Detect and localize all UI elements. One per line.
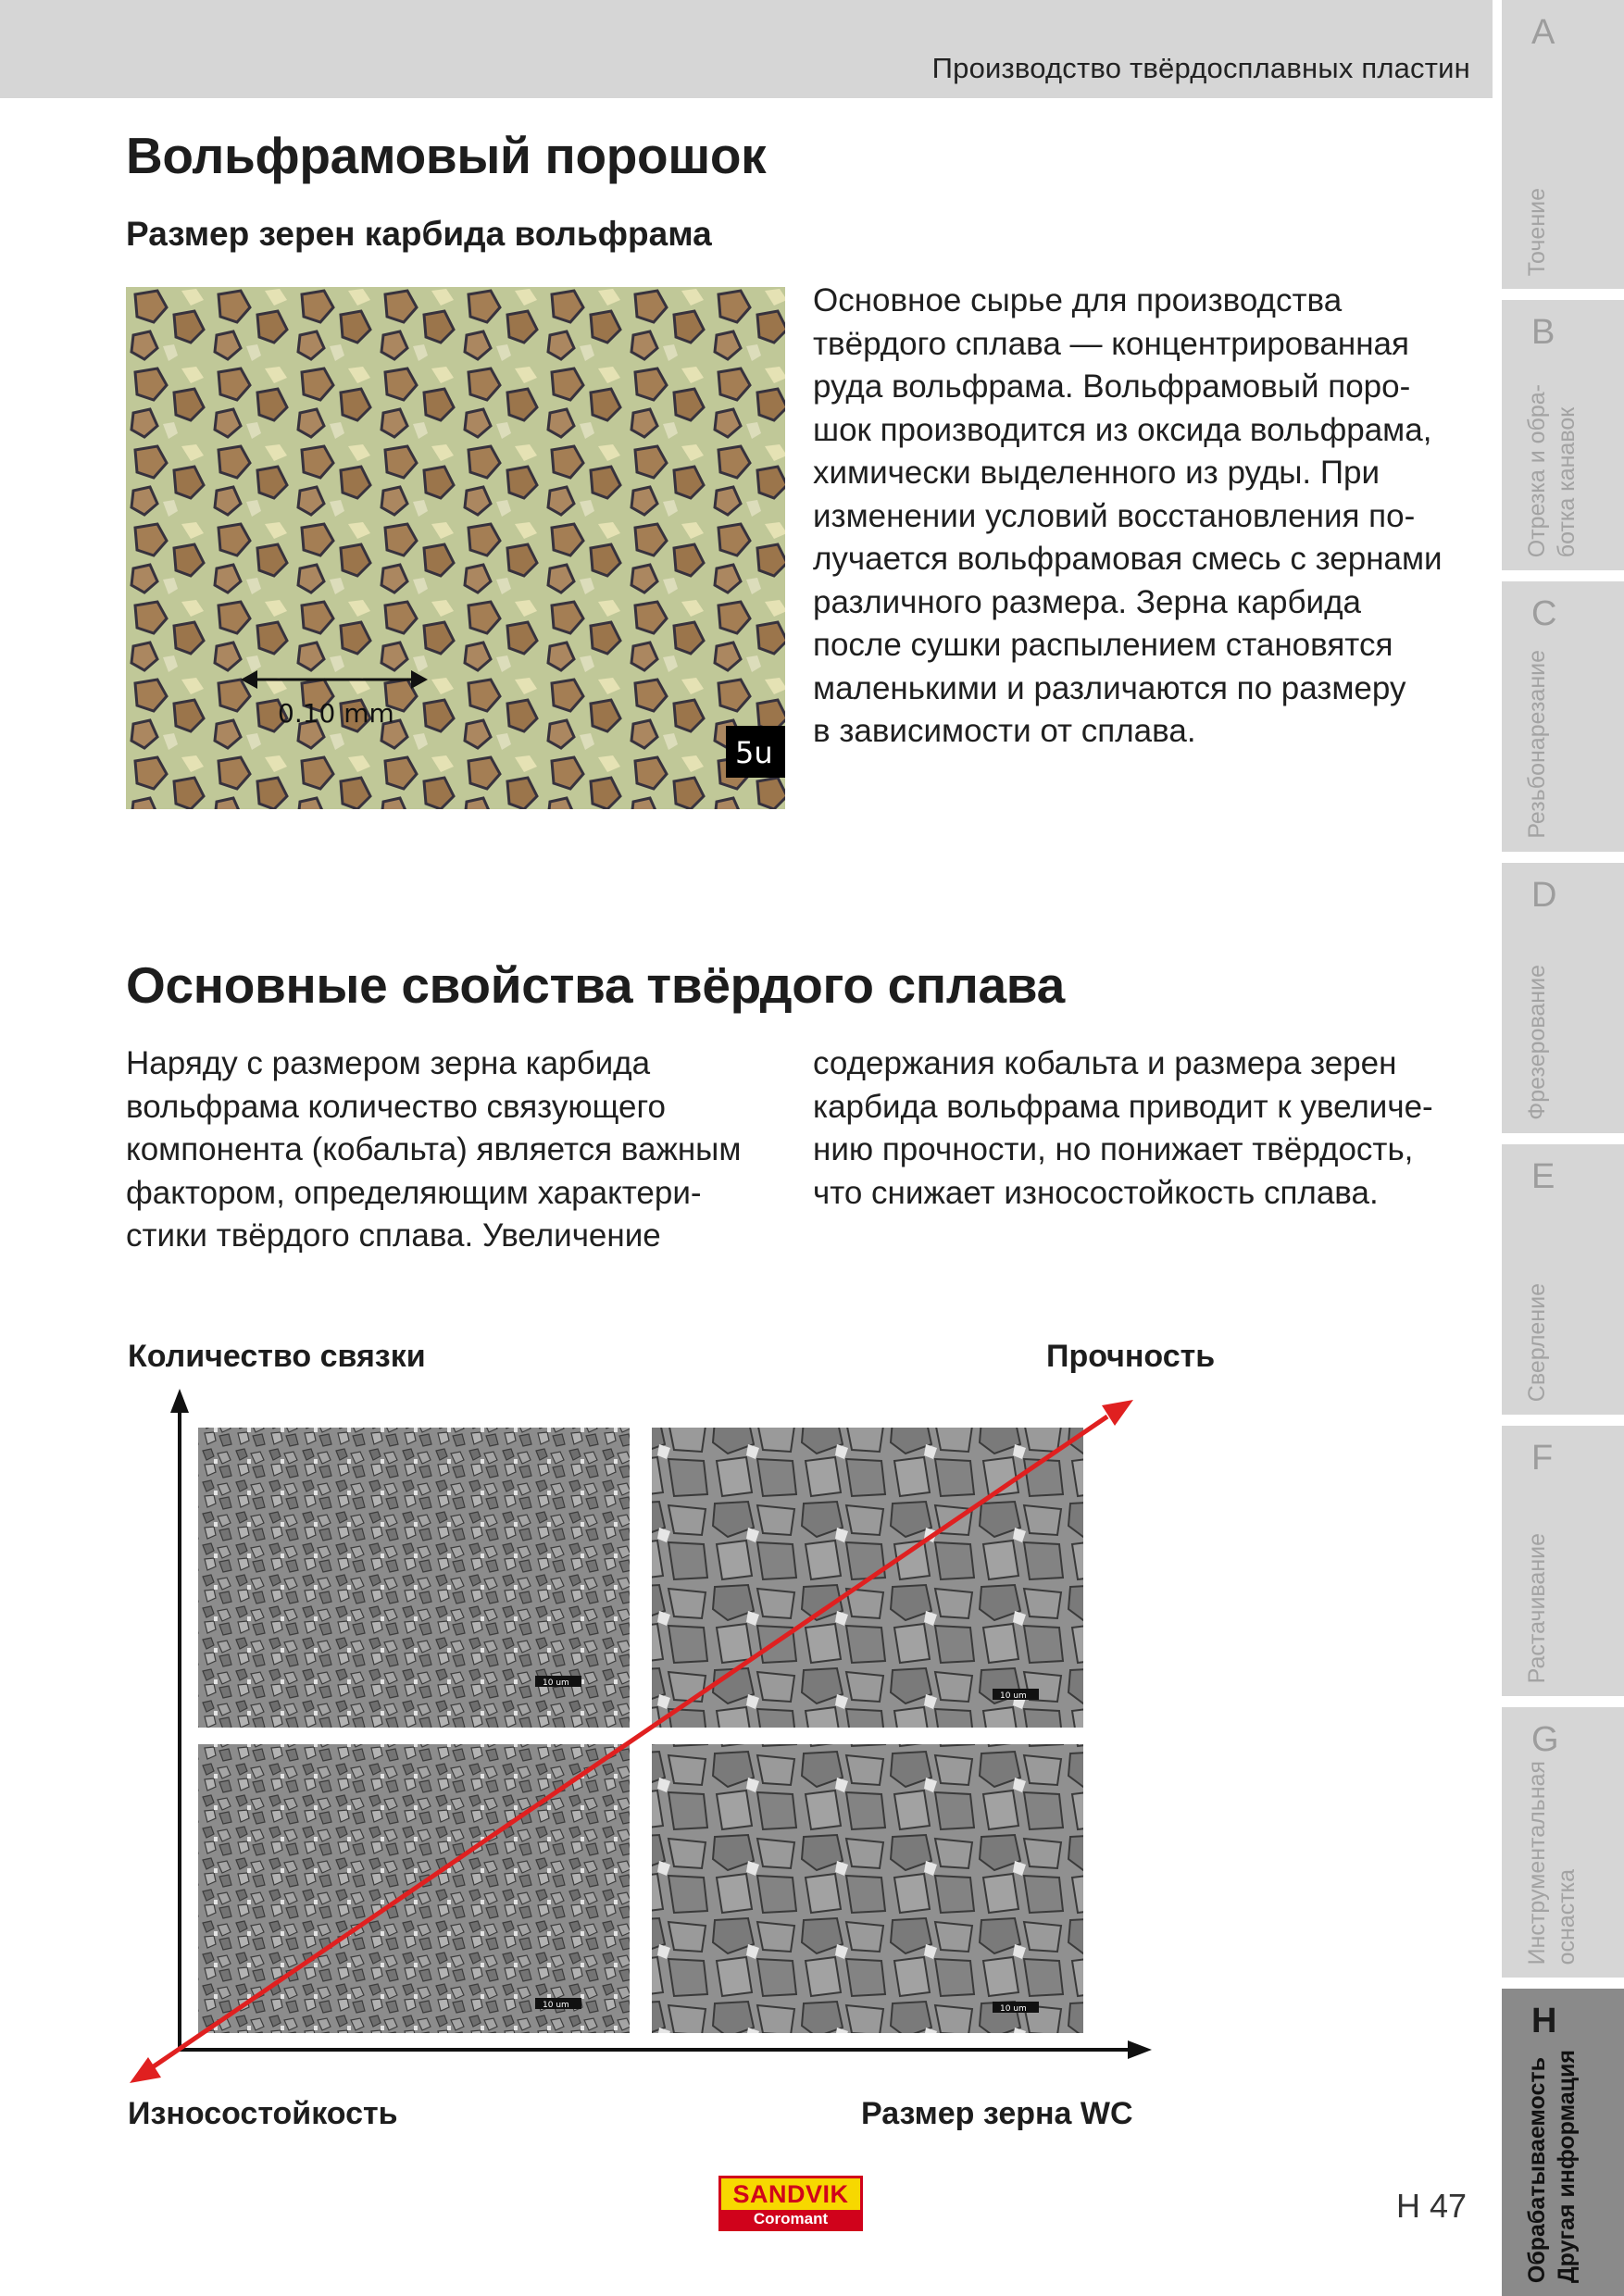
sandvik-coromant-logo: SANDVIK Coromant <box>718 2176 863 2231</box>
tab-label: Точение <box>1524 187 1550 276</box>
wear-resistance-label: Износостойкость <box>128 2096 398 2131</box>
sidebar-tab-b[interactable] <box>1502 300 1624 570</box>
paragraph-line: после сушки распылением становятся <box>813 627 1393 663</box>
y-axis-label: Количество связки <box>128 1339 426 1374</box>
tab-label: Инструментальная оснастка <box>1524 1760 1580 1965</box>
paragraph-line: фактором, определяющим характери- <box>126 1174 702 1211</box>
sidebar-tab-a[interactable] <box>1502 0 1624 289</box>
paragraph-line: твёрдого сплава — концентрированная <box>813 325 1409 362</box>
header-title: Производство твёрдосплавных пластин <box>931 52 1470 84</box>
paragraph-line: компонента (кобальта) является важным <box>126 1131 742 1167</box>
section-sidebar <box>1502 0 1624 2296</box>
sidebar-tab-c[interactable] <box>1502 581 1624 852</box>
section-title-properties: Основные свойства твёрдого сплава <box>126 956 1065 1014</box>
tab-letter: G <box>1531 1720 1559 1759</box>
page-number: H 47 <box>1396 2187 1468 2225</box>
tab-letter: E <box>1531 1157 1555 1196</box>
paragraph-line: шок производится из оксида вольфрама, <box>813 411 1432 448</box>
tab-letter: A <box>1531 13 1555 52</box>
tab-label: Растачивание <box>1524 1532 1550 1683</box>
paragraph-line: в зависимости от сплава. <box>813 713 1196 749</box>
tab-letter: B <box>1531 313 1555 352</box>
tab-label: Резьбонарезание <box>1524 650 1550 839</box>
x-axis-label: Размер зерна WC <box>861 2096 1133 2131</box>
micrograph-fine-high-binder <box>198 1428 630 1728</box>
sidebar-tab-h[interactable] <box>1502 1989 1624 2296</box>
paragraph-line: Основное сырье для производства <box>813 282 1343 318</box>
sidebar-tab-f[interactable] <box>1502 1426 1624 1696</box>
panel-scale-label: 10 um <box>1000 1691 1027 1701</box>
paragraph-line: руда вольфрама. Вольфрамовый поро- <box>813 368 1411 405</box>
micrograph-scalebar-label: 5u <box>735 735 773 770</box>
paragraph-line: карбида вольфрама приводит к увеличе- <box>813 1088 1433 1125</box>
paragraph-line: стики твёрдого сплава. Увеличение <box>126 1217 661 1254</box>
sidebar-tab-g[interactable] <box>1502 1707 1624 1978</box>
paragraph-line: что снижает износостойкость сплава. <box>813 1174 1379 1211</box>
paragraph-line: химически выделенного из руды. При <box>813 455 1380 491</box>
paragraph-line: содержания кобальта и размера зерен <box>813 1045 1397 1081</box>
paragraph-line: нию прочности, но понижает твёрдость, <box>813 1131 1414 1167</box>
panel-scale-label: 10 um <box>1000 2004 1027 2014</box>
panel-scale-label: 10 um <box>543 2001 569 2010</box>
paragraph-line: вольфрама количество связующего <box>126 1088 666 1125</box>
section-subtitle-grain-size: Размер зерен карбида вольфрама <box>126 215 712 253</box>
tab-label: Отрезка и обра- ботка канавок <box>1524 383 1580 557</box>
tab-letter: D <box>1531 876 1557 915</box>
tab-letter: F <box>1531 1439 1554 1478</box>
paragraph-line: Наряду с размером зерна карбида <box>126 1045 651 1081</box>
paragraph-line: лучается вольфрамовая смесь с зернами <box>813 541 1443 577</box>
sidebar-tab-e[interactable] <box>1502 1144 1624 1415</box>
tab-label: Обрабатываемость Другая информация <box>1524 2049 1580 2283</box>
paragraph-line: маленькими и различаются по размеру <box>813 669 1406 706</box>
tab-letter: H <box>1531 2002 1557 2040</box>
strength-label: Прочность <box>1046 1339 1216 1374</box>
section-title-tungsten-powder: Вольфрамовый порошок <box>126 127 767 184</box>
micrograph-coarse-low-binder <box>652 1744 1083 2033</box>
paragraph-line: различного размера. Зерна карбида <box>813 583 1361 620</box>
sidebar-tab-d[interactable] <box>1502 863 1624 1133</box>
paragraph-line: изменении условий восстановления по- <box>813 497 1416 534</box>
tab-label: Фрезерование <box>1524 965 1550 1120</box>
panel-scale-label: 10 um <box>543 1678 569 1688</box>
tab-letter: C <box>1531 594 1557 633</box>
tab-label: Сверление <box>1524 1282 1550 1402</box>
micrograph-scale-label: 0.10 mm <box>278 698 394 729</box>
